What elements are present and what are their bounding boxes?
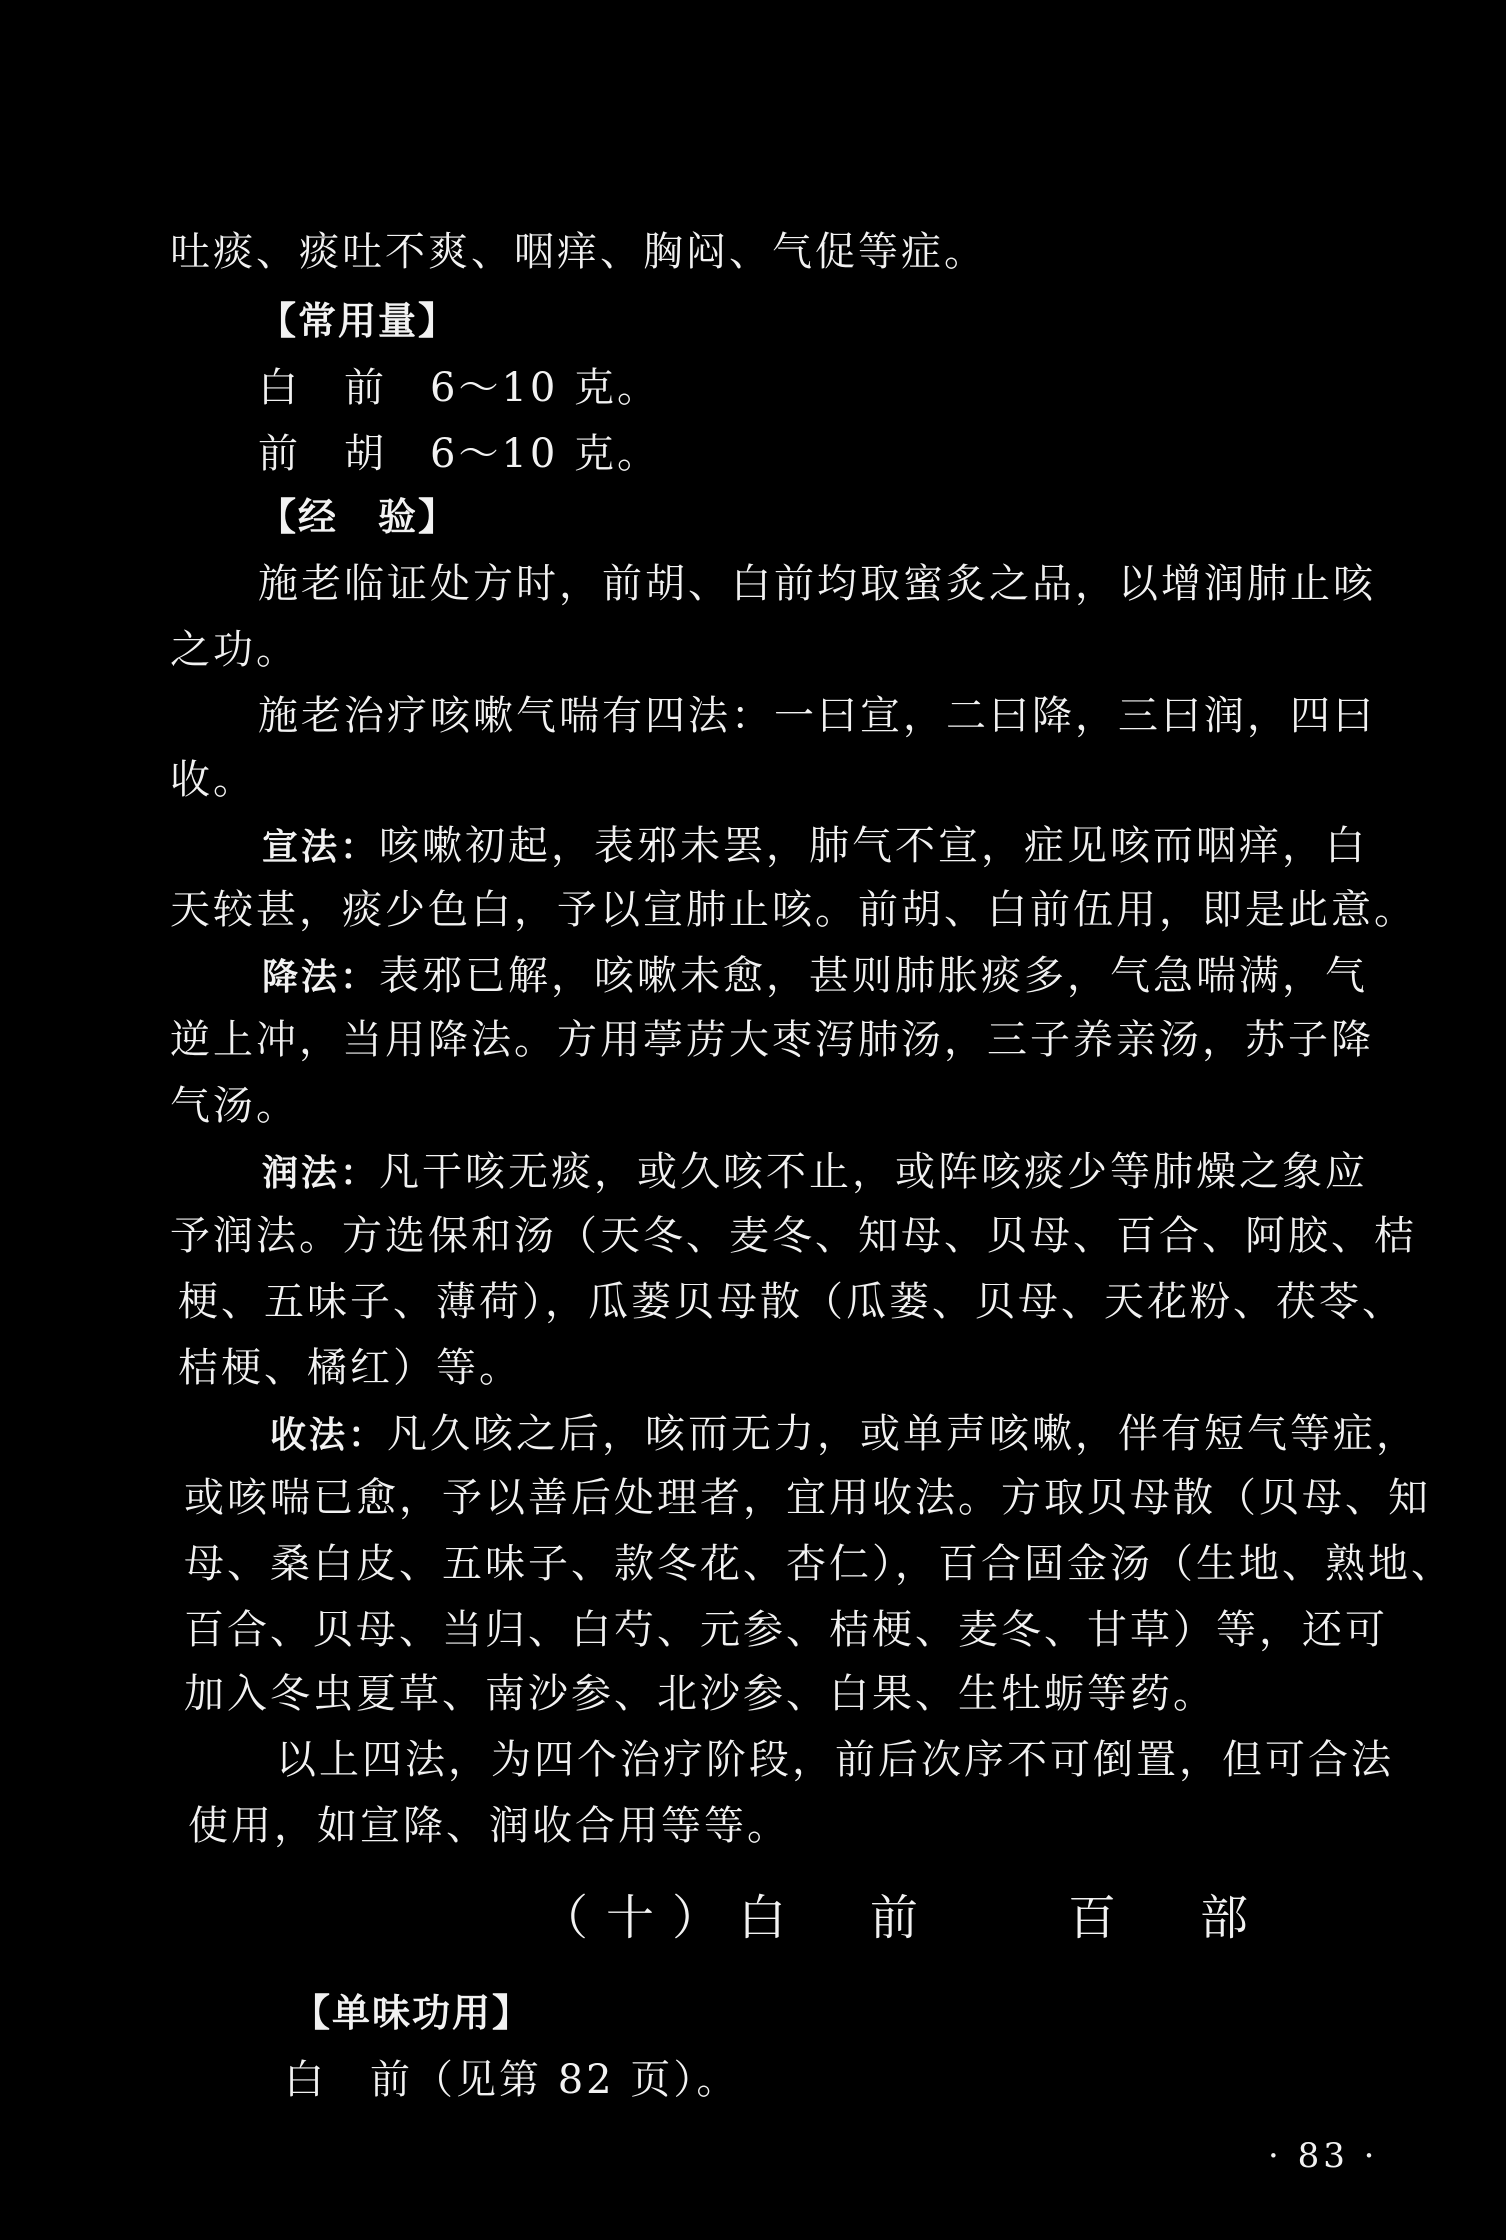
section-title-text: （十）白 前 百 部 [540, 1890, 1267, 1946]
body-line [170, 1213, 1417, 1259]
method-label: 润法： [262, 1153, 380, 1194]
line-text: 使用，如宣降、润收合用等等。 [188, 1803, 790, 1849]
heading-single-herb-function [292, 1991, 533, 2035]
body-line [170, 1083, 299, 1129]
heading-text: 【经 验】 [258, 495, 459, 539]
line-text: 天较甚，痰少色白，予以宣肺止咳。前胡、白前伍用，即是此意。 [170, 887, 1417, 933]
line-text: 白 前（见第 82 页）。 [284, 2057, 740, 2103]
line-text: 梗、五味子、薄荷），瓜蒌贝母散（瓜蒌、贝母、天花粉、茯苓、 [178, 1279, 1405, 1325]
heading-text: 【常用量】 [258, 299, 459, 343]
line-text: 或咳喘已愈，予以善后处理者，宜用收法。方取贝母散（贝母、知 [184, 1475, 1431, 1521]
body-line [258, 693, 1376, 739]
heading-dosage [258, 299, 459, 343]
page-number: · 83 · [1268, 2136, 1379, 2176]
line-text: 咳嗽初起，表邪未罢，肺气不宣，症见咳而咽痒，白 [379, 823, 1369, 869]
heading-experience [258, 495, 459, 539]
line-text: 桔梗、橘红）等。 [178, 1345, 522, 1391]
heading-text: 【单味功用】 [292, 1991, 533, 2035]
body-line [170, 1017, 1374, 1063]
method-label: 宣法： [262, 827, 380, 868]
line-text: 逆上冲，当用降法。方用葶苈大枣泻肺汤，三子养亲汤，苏子降 [170, 1017, 1374, 1063]
body-line [184, 1607, 1388, 1653]
method-label: 降法： [262, 957, 380, 998]
line-text: 前 胡 6～10 克。 [258, 431, 661, 477]
method-line-xuan [262, 823, 1369, 869]
line-text: 之功。 [170, 627, 299, 673]
method-label: 收法： [270, 1415, 388, 1456]
line-text: 凡久咳之后，咳而无力，或单声咳嗽，伴有短气等症， [387, 1411, 1420, 1457]
section-title [540, 1890, 1267, 1946]
line-text: 收。 [170, 757, 256, 803]
body-line [170, 887, 1417, 933]
line-text: 以上四法，为四个治疗阶段，前后次序不可倒置，但可合法 [276, 1737, 1394, 1783]
line-text: 加入冬虫夏草、南沙参、北沙参、白果、生牡蛎等药。 [184, 1671, 1216, 1717]
dosage-line [258, 431, 661, 477]
line-text: 百合、贝母、当归、白芍、元参、桔梗、麦冬、甘草）等，还可 [184, 1607, 1388, 1653]
line-text: 母、桑白皮、五味子、款冬花、杏仁），百合固金汤（生地、熟地、 [184, 1541, 1454, 1587]
line-text: 气汤。 [170, 1083, 299, 1129]
body-line [170, 757, 256, 803]
method-line-jiang [262, 953, 1369, 999]
body-line [170, 229, 987, 275]
body-line [178, 1345, 522, 1391]
body-line [184, 1671, 1216, 1717]
line-text: 凡干咳无痰，或久咳不止，或阵咳痰少等肺燥之象应 [379, 1149, 1369, 1195]
body-line [284, 2057, 740, 2103]
method-line-shou [270, 1411, 1420, 1457]
line-text: 表邪已解，咳嗽未愈，甚则肺胀痰多，气急喘满，气 [379, 953, 1369, 999]
body-line [276, 1737, 1394, 1783]
body-line [188, 1803, 790, 1849]
dosage-line [258, 365, 661, 411]
body-line [184, 1475, 1431, 1521]
body-line [184, 1541, 1454, 1587]
line-text: 白 前 6～10 克。 [258, 365, 661, 411]
line-text: 予润法。方选保和汤（天冬、麦冬、知母、贝母、百合、阿胶、桔 [170, 1213, 1417, 1259]
method-line-run [262, 1149, 1369, 1195]
body-line [258, 561, 1376, 607]
line-text: 吐痰、痰吐不爽、咽痒、胸闷、气促等症。 [170, 229, 987, 275]
body-line [170, 627, 299, 673]
line-text: 施老临证处方时，前胡、白前均取蜜炙之品，以增润肺止咳 [258, 561, 1376, 607]
line-text: 施老治疗咳嗽气喘有四法：一曰宣，二曰降，三曰润，四曰 [258, 693, 1376, 739]
body-line [178, 1279, 1405, 1325]
